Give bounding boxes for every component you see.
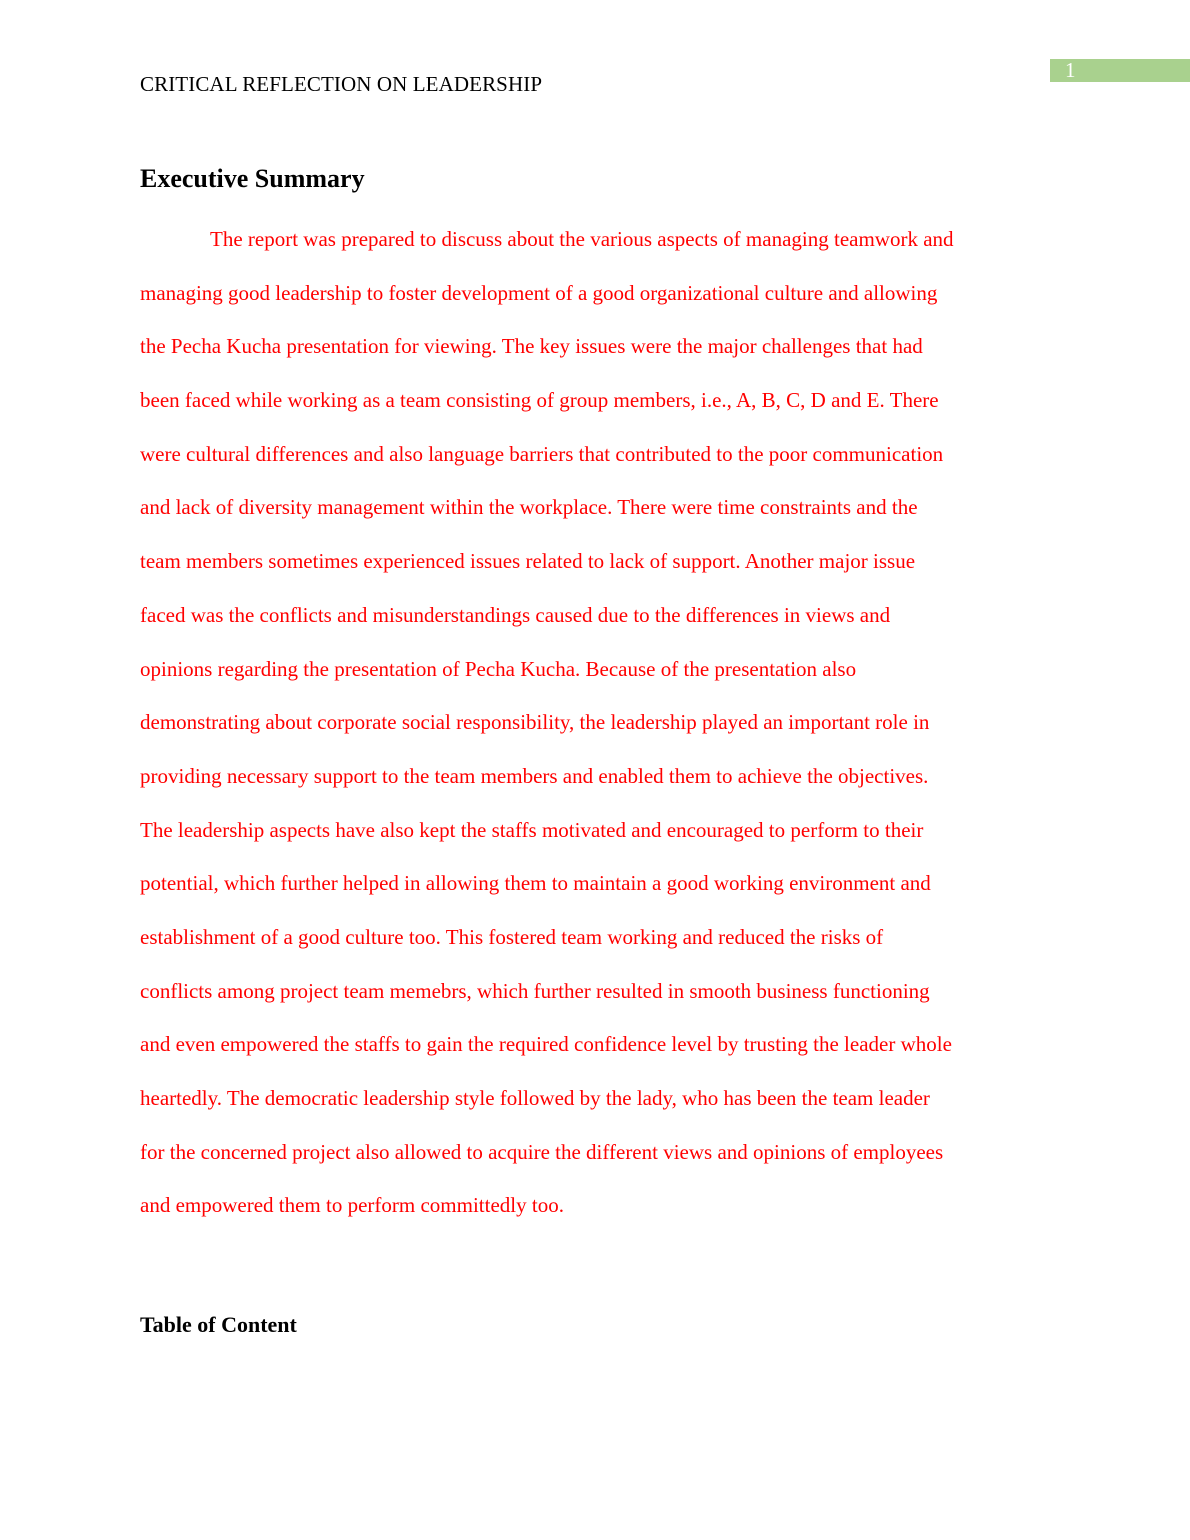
table-of-content-heading: Table of Content	[140, 1312, 297, 1337]
paragraph-line: establishment of a good culture too. This fostered team working and reduced the risks of	[140, 924, 884, 949]
paragraph-line: heartedly. The democratic leadership style followed by the lady, who has been the team leader	[140, 1086, 930, 1110]
paragraph-line: The leadership aspects have also kept the staffs motivated and encouraged to perform to their	[140, 817, 924, 842]
paragraph-line: opinions regarding the presentation of Pecha Kucha. Because of the presentation also	[140, 656, 857, 681]
paragraph-line: faced was the conflicts and misunderstandings caused due to the differences in views and	[140, 602, 891, 627]
paragraph-line: managing good leadership to foster development of a good organizational culture and allowing	[140, 280, 938, 305]
paragraph-line: demonstrating about corporate social responsibility, the leadership played an important role in	[140, 710, 930, 735]
paragraph-line: team members sometimes experienced issues related to lack of support. Another major issue	[140, 549, 916, 574]
paragraph-line: been faced while working as a team consisting of group members, i.e., A, B, C, D and E. There	[140, 388, 939, 413]
executive-summary-paragraph	[140, 225, 1060, 1245]
paragraph-line: The report was prepared to discuss about the various aspects of managing teamwork and	[210, 227, 954, 251]
paragraph-line: were cultural differences and also language barriers that contributed to the poor communication	[140, 441, 944, 466]
paragraph-line: and lack of diversity management within the workplace. There were time constraints and the	[140, 495, 918, 520]
executive-summary-heading: Executive Summary	[140, 164, 365, 193]
page-number-box	[1050, 59, 1190, 82]
paragraph-line: providing necessary support to the team members and enabled them to achieve the objectives.	[140, 763, 929, 788]
page-number: 1	[1065, 58, 1076, 82]
paragraph-line: the Pecha Kucha presentation for viewing. The key issues were the major challenges that had	[140, 334, 923, 359]
running-head: CRITICAL REFLECTION ON LEADERSHIP	[140, 72, 543, 96]
paragraph-line: potential, which further helped in allowing them to maintain a good working environment and	[140, 871, 931, 896]
paragraph-line: and even empowered the staffs to gain the required confidence level by trusting the leader whole	[140, 1032, 952, 1057]
paragraph-line: and empowered them to perform committedly too.	[140, 1193, 564, 1218]
paragraph-line: for the concerned project also allowed to acquire the different views and opinions of employees	[140, 1139, 944, 1164]
paragraph-line: conflicts among project team memebrs, which further resulted in smooth business functioning	[140, 978, 930, 1003]
